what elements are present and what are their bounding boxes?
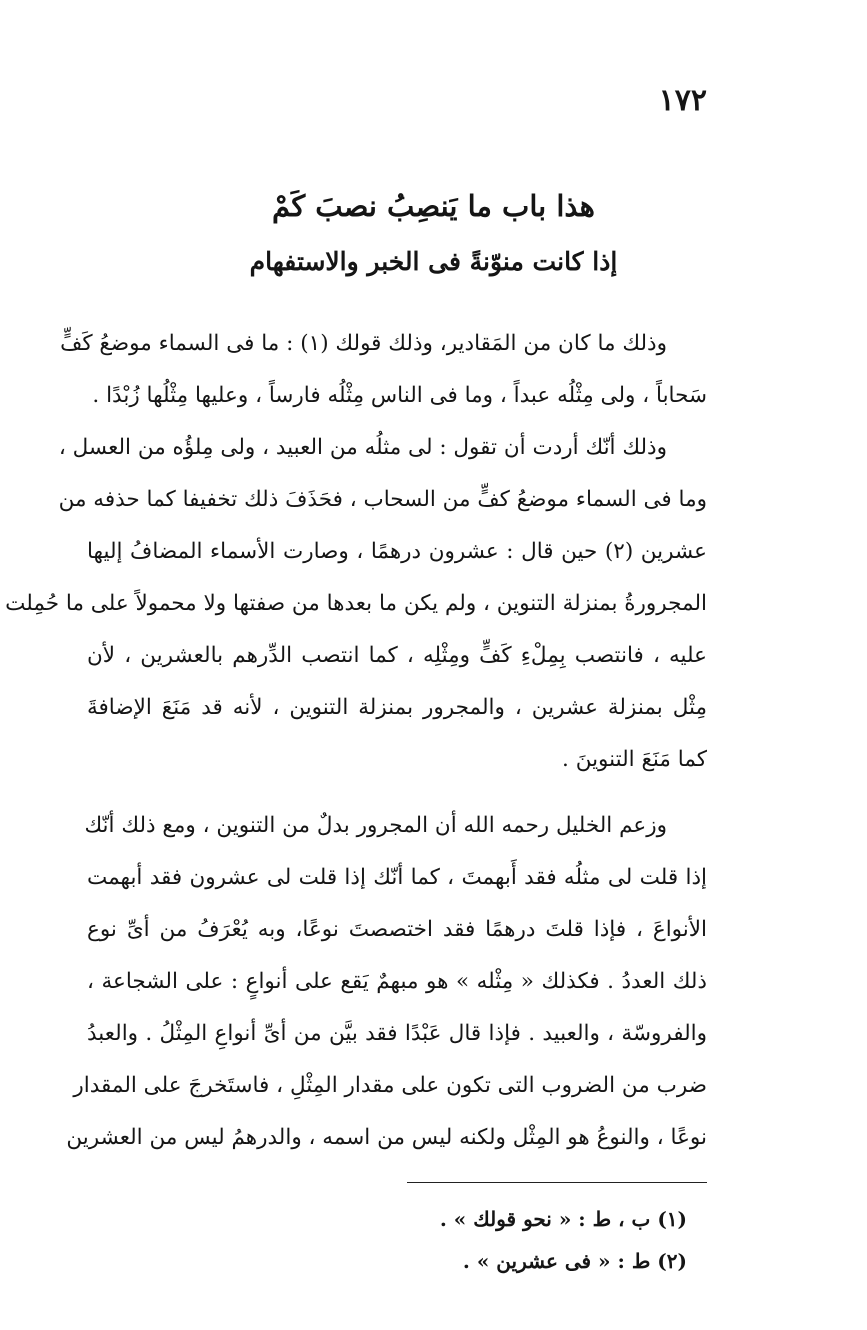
text-line: وزعم الخليل رحمه الله أن المجرور بدلٌ من التنوين ، ومع ذلك أنّك xyxy=(84,813,667,838)
text-line: وذلك أنّك أردت أن تقول : لى مثلُه من العبيد ، ولى مِلؤُه من العسل ، xyxy=(58,435,667,460)
footnotes xyxy=(127,1198,687,1282)
text-line: عليه ، فانتصب بِمِلْءِ كَفٍّ ومِثْلِه ، كما انتصب الدِّرهم بالعشرين ، لأن xyxy=(87,643,707,668)
footnote-divider xyxy=(407,1182,707,1183)
footnote-2: (٢) ط : « فى عشرين » . xyxy=(462,1249,687,1273)
chapter-title: هذا باب ما يَنصِبُ نصبَ كَمْ xyxy=(272,189,595,223)
text-line: وما فى السماء موضعُ كفٍّ من السحاب ، فحَذَفَ ذلك تخفيفا كما حذفه من xyxy=(58,487,707,512)
paragraph-2 xyxy=(5,422,707,786)
text-line: ضرب من الضروب التى تكون على مقدار المِثْلِ ، فاستَخرجَ على المقدار xyxy=(73,1073,707,1098)
text-line: وذلك ما كان من المَقادير، وذلك قولك (١) : ما فى السماء موضعُ كَفٍّ xyxy=(60,331,667,356)
footnote-1: (١) ب ، ط : « نحو قولك » . xyxy=(439,1207,687,1231)
text-line: نوعًا ، والنوعُ هو المِثْل ولكنه ليس من اسمه ، والدرهمُ ليس من العشرين xyxy=(66,1125,707,1150)
text-line: مِثْل بمنزلة عشرين ، والمجرور بمنزلة التنوين ، لأنه قد مَنَعَ الإضافةَ xyxy=(87,695,707,720)
text-line: عشرين (٢) حين قال : عشرون درهمًا ، وصارت الأسماء المضافُ إليها xyxy=(87,539,707,564)
text-line: الأنواعَ ، فإذا قلتَ درهمًا فقد اختصصتَ نوعًا، وبه يُعْرَفُ من أىِّ نوع xyxy=(87,917,707,942)
text-line: ذلك العددُ . فكذلك « مِثْله » هو مبهمٌ يَقع على أنواعٍ : على الشجاعة ، xyxy=(87,969,707,994)
paragraph-3 xyxy=(66,800,707,1164)
body-text xyxy=(5,318,707,1164)
page-number: ١٧٢ xyxy=(658,83,707,118)
text-line: إذا قلت لى مثلُه فقد أَبهمتَ ، كما أنّك إذا قلت لى عشرون فقد أبهمت xyxy=(87,865,707,890)
text-line: المجرورةُ بمنزلة التنوين ، ولم يكن ما بعدها من صفتها ولا محمولاً على ما حُمِلت xyxy=(5,591,707,616)
text-line: والفروسّة ، والعبيد . فإذا قال عَبْدًا فقد بيَّن من أىِّ أنواعِ المِثْلُ . والعبدُ xyxy=(87,1021,707,1046)
paragraph-1 xyxy=(60,318,707,422)
text-line: كما مَنَعَ التنوينَ . xyxy=(562,747,707,772)
chapter-subtitle: إذا كانت منوّنةً فى الخبر والاستفهام xyxy=(249,247,618,276)
text-line: سَحاباً ، ولى مِثْلُه عبداً ، وما فى الناس مِثْلُه فارساً ، وعليها مِثْلُها زُبْدًا . xyxy=(92,383,707,408)
